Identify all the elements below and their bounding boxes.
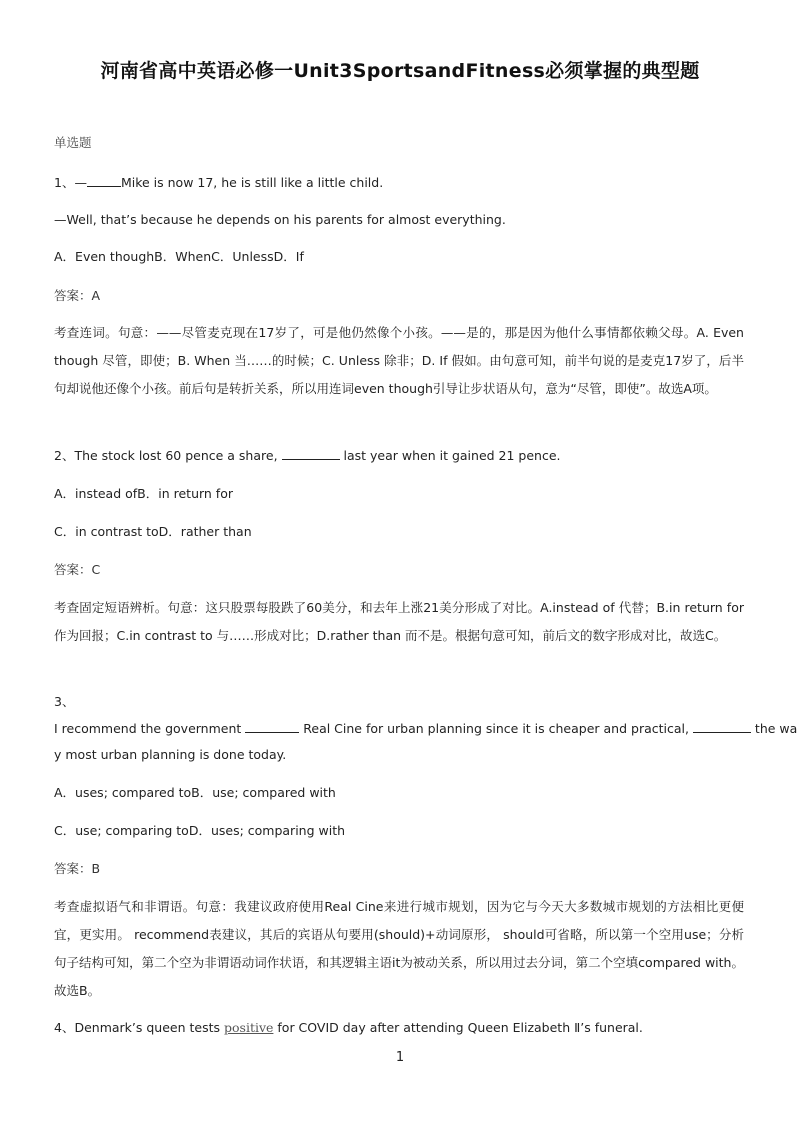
answer-blank (693, 720, 751, 733)
question-1-explanation: 考查连词。句意：——尽管麦克现在17岁了，可是他仍然像个小孩。——是的，那是因为他什么事情都依赖父母。A. Even though 尽管，即使；B. When 当……的时候；C. Unless 除非；D. If 假如。由句意可知，前半句说的是麦克17岁了，后半句却说他还像个小孩。前后句是转折关系，所以用连词even though引导让步状语从句，意为“尽管，即使”。故选A项。 (54, 325, 744, 396)
answer-blank (245, 720, 299, 733)
question-4-suffix: for COVID day after attending Queen Elizabeth Ⅱ’s funeral. (273, 1020, 643, 1035)
question-1-answer: 答案：A (54, 288, 101, 303)
question-3-part1: I recommend the government (54, 721, 246, 736)
question-1-line2: —Well, that’s because he depends on his parents for almost everything. (54, 212, 506, 227)
question-1-prefix: 1、— (54, 175, 87, 190)
question-2-options-ab: A．instead ofB．in return for (54, 486, 233, 501)
question-3-stem (54, 720, 797, 738)
answer-blank (282, 447, 340, 460)
question-4-prefix: 4、Denmark’s queen tests (54, 1020, 224, 1035)
question-2-prefix: 2、The stock lost 60 pence a share, (54, 448, 282, 463)
question-3-part3: the wa (750, 721, 798, 736)
question-3-number: 3、 (54, 694, 75, 709)
question-3-part2: Real Cine for urban planning since it is cheaper and practical, (299, 721, 693, 736)
question-2-stem (54, 447, 561, 465)
question-2-suffix: last year when it gained 21 pence. (339, 448, 561, 463)
question-3-answer: 答案：B (54, 861, 101, 876)
question-2-options-cd: C．in contrast toD．rather than (54, 524, 252, 539)
question-3-line2: y most urban planning is done today. (54, 747, 287, 762)
question-2-answer: 答案：C (54, 562, 101, 577)
page-title: 河南省高中英语必修一Unit3SportsandFitness必须掌握的典型题 (100, 60, 700, 82)
question-4-keyword: positive (224, 1020, 274, 1035)
question-1-stem (54, 174, 383, 192)
question-3-explanation: 考查虚拟语气和非谓语。句意：我建议政府使用Real Cine来进行城市规划，因为它与今天大多数城市规划的方法相比更便宜，更实用。 recommend表建议，其后的宾语从句要用(should)+动词原形， should可省略，所以第一个空用use；分析句子结构可知，第二个空为非谓语动词作状语，和其逻辑主语it为被动关系，所以用过去分词，第二个空填compared with。故选B。 (54, 899, 744, 998)
question-3-options-cd: C．use; comparing toD．uses; comparing with (54, 823, 346, 838)
page-number: 1 (395, 1050, 405, 1065)
question-3-options-ab: A．uses; compared toB．use; compared with (54, 785, 336, 800)
section-heading: 单选题 (54, 135, 92, 150)
answer-blank (87, 174, 121, 187)
question-4-stem (54, 1019, 643, 1037)
question-1-options: A．Even thoughB．WhenC．UnlessD．If (54, 249, 304, 264)
question-1-text: Mike is now 17, he is still like a little child. (120, 175, 384, 190)
question-2-explanation: 考查固定短语辨析。句意：这只股票每股跌了60美分，和去年上涨21美分形成了对比。A.instead of 代替；B.in return for 作为回报；C.in contrast to 与……形成对比；D.rather than 而不是。根据句意可知，前后文的数字形成对比，故选C。 (54, 600, 744, 643)
